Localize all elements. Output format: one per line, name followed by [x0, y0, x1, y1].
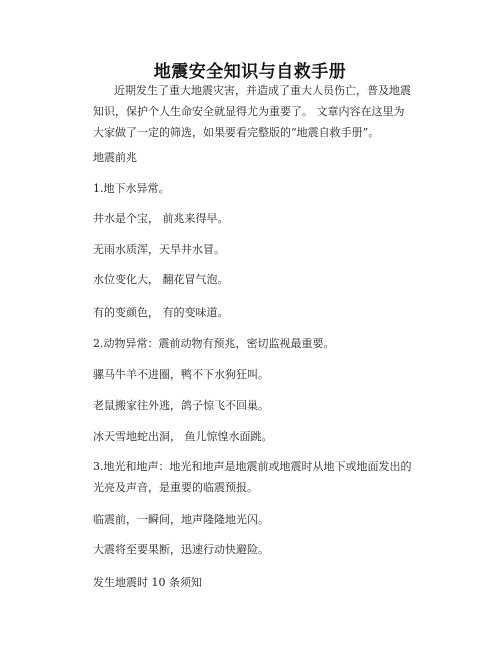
paragraph-light-and-sound: 3.地光和地声：地光和地声是地震前或地震时从地下或地面发出的光亮及声音，是重要的临震预报。 [93, 460, 412, 494]
list-item: 2.动物异常：震前动物有预兆，密切监视最重要。 [93, 337, 335, 350]
list-item: 井水是个宝， 前兆来得早。 [93, 212, 229, 225]
list-item: 冰天雪地蛇出洞， 鱼儿惊惶水面跳。 [93, 430, 273, 443]
intro-paragraph: 近期发生了重大地震灾害，并造成了重大人员伤亡，普及地震知识，保护个人生命安全就显得尤为重要了。 文章内容在这里为大家做了一定的筛选，如果要看完整版的“地震自救手册”。 [93, 84, 411, 139]
list-item: 大震将至要果断，迅速行动快避险。 [93, 543, 269, 556]
list-item: 1.地下水异常。 [93, 182, 170, 195]
list-item: 老鼠搬家往外逃，鸽子惊飞不回巢。 [93, 399, 269, 412]
section-heading-earthquake-precursors: 地震前兆 [93, 151, 137, 164]
list-item: 临震前，一瞬间，地声隆隆地光闪。 [93, 513, 269, 526]
section-heading-ten-tips: 发生地震时 10 条须知 [93, 576, 202, 589]
list-item: 有的变颜色， 有的变味道。 [93, 306, 229, 319]
list-item: 无雨水质浑，天旱井水冒。 [93, 243, 225, 256]
list-item: 水位变化大， 翻花冒气泡。 [93, 273, 229, 286]
list-item: 骡马牛羊不进圈，鸭不下水狗狂叫。 [93, 368, 269, 381]
document-title: 地震安全知识与自救手册 [153, 62, 347, 82]
